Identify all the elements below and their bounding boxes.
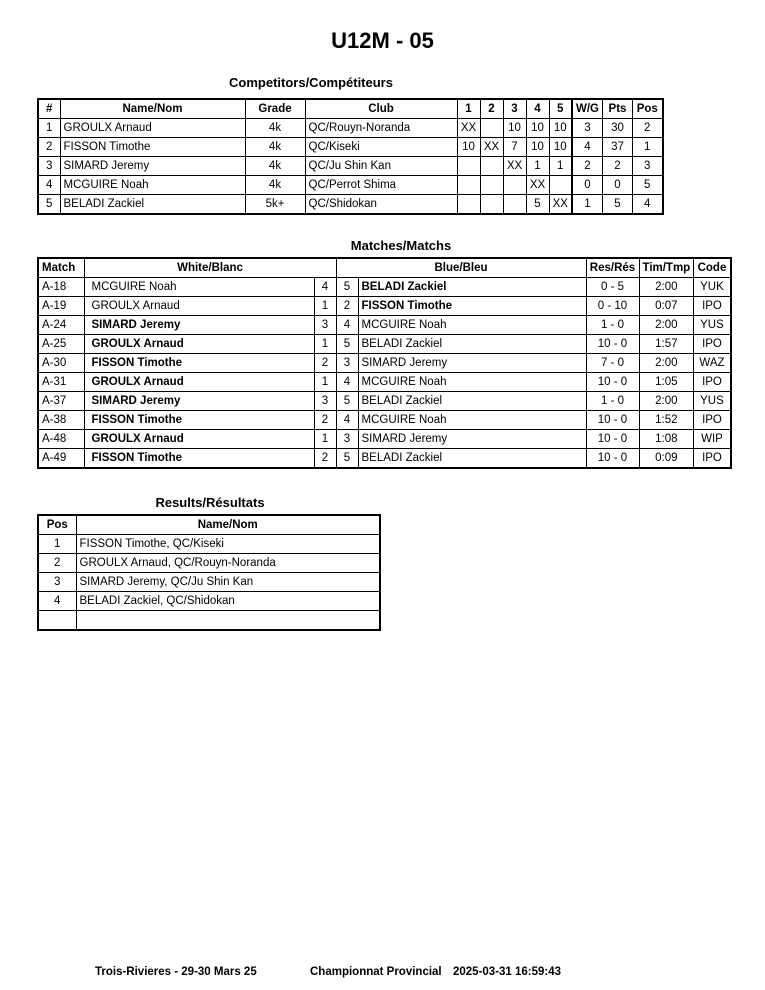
- blue-competitor: BELADI Zackiel: [358, 449, 586, 469]
- col-header-blue: Blue/Bleu: [336, 258, 586, 278]
- col-header-round-5: 5: [549, 99, 572, 119]
- footer-timestamp: 2025-03-31 16:59:43: [453, 966, 562, 978]
- match-time: 2:00: [639, 392, 694, 411]
- competitor-score-r5: 10: [549, 138, 572, 157]
- competitor-name: MCGUIRE Noah: [60, 176, 245, 195]
- competitor-score-r1: 10: [457, 138, 480, 157]
- white-number: 1: [314, 335, 336, 354]
- competitor-score-r4: 5: [526, 195, 549, 215]
- col-header-result: Res/Rés: [586, 258, 639, 278]
- result-name: [76, 611, 380, 631]
- competitor-score-r2: [480, 157, 503, 176]
- col-header-pos: Pos: [633, 99, 663, 119]
- match-result: 10 - 0: [586, 373, 639, 392]
- competitor-name: SIMARD Jeremy: [60, 157, 245, 176]
- competitor-row: [38, 157, 663, 176]
- blue-number: 5: [336, 335, 358, 354]
- col-header-name: Name/Nom: [76, 515, 380, 535]
- match-code: IPO: [694, 297, 731, 316]
- competitor-club: QC/Perrot Shima: [305, 176, 457, 195]
- blue-number: 5: [336, 392, 358, 411]
- match-result: 1 - 0: [586, 392, 639, 411]
- competitor-score-r2: [480, 195, 503, 215]
- matches-header-row: [38, 258, 731, 278]
- competitor-score-r4: 1: [526, 157, 549, 176]
- competitor-points: 30: [603, 119, 633, 138]
- result-row: [38, 535, 380, 554]
- match-row: [38, 335, 731, 354]
- blue-competitor: BELADI Zackiel: [358, 278, 586, 297]
- competitor-score-r2: XX: [480, 138, 503, 157]
- footer-event: Championnat Provincial: [310, 966, 442, 978]
- white-competitor: SIMARD Jeremy: [84, 316, 314, 335]
- match-result: 7 - 0: [586, 354, 639, 373]
- match-time: 0:07: [639, 297, 694, 316]
- competitor-number: 3: [38, 157, 60, 176]
- match-row: [38, 430, 731, 449]
- col-header-grade: Grade: [245, 99, 305, 119]
- match-code: IPO: [694, 373, 731, 392]
- blue-number: 3: [336, 430, 358, 449]
- col-header-round-3: 3: [503, 99, 526, 119]
- competitor-wins: 0: [572, 176, 603, 195]
- competitor-position: 1: [633, 138, 663, 157]
- competitor-score-r3: [503, 176, 526, 195]
- result-position: 1: [38, 535, 76, 554]
- competitor-name: FISSON Timothe: [60, 138, 245, 157]
- result-position: 2: [38, 554, 76, 573]
- competitor-wins: 4: [572, 138, 603, 157]
- white-number: 4: [314, 278, 336, 297]
- competitor-wins: 2: [572, 157, 603, 176]
- competitors-header-row: [38, 99, 663, 119]
- blue-competitor: SIMARD Jeremy: [358, 354, 586, 373]
- match-id: A-24: [38, 316, 84, 335]
- competitor-number: 2: [38, 138, 60, 157]
- competitor-number: 5: [38, 195, 60, 215]
- blue-competitor: FISSON Timothe: [358, 297, 586, 316]
- competitor-score-r1: [457, 195, 480, 215]
- blue-number: 5: [336, 449, 358, 469]
- col-header-name: Name/Nom: [60, 99, 245, 119]
- competitor-grade: 5k+: [245, 195, 305, 215]
- blue-number: 2: [336, 297, 358, 316]
- white-number: 3: [314, 392, 336, 411]
- competitor-score-r5: 1: [549, 157, 572, 176]
- competitor-points: 0: [603, 176, 633, 195]
- col-header-club: Club: [305, 99, 457, 119]
- blue-competitor: BELADI Zackiel: [358, 392, 586, 411]
- match-time: 1:57: [639, 335, 694, 354]
- white-number: 3: [314, 316, 336, 335]
- match-row: [38, 278, 731, 297]
- competitor-grade: 4k: [245, 138, 305, 157]
- result-name: BELADI Zackiel, QC/Shidokan: [76, 592, 380, 611]
- results-header-row: [38, 515, 380, 535]
- match-time: 1:52: [639, 411, 694, 430]
- white-number: 2: [314, 354, 336, 373]
- competitor-position: 2: [633, 119, 663, 138]
- competitor-wins: 3: [572, 119, 603, 138]
- matches-section-title: Matches/Matchs: [350, 238, 452, 253]
- white-competitor: GROULX Arnaud: [84, 373, 314, 392]
- competitor-score-r3: 7: [503, 138, 526, 157]
- competitor-row: [38, 195, 663, 215]
- col-header-time: Tim/Tmp: [639, 258, 694, 278]
- white-competitor: GROULX Arnaud: [84, 335, 314, 354]
- competitor-wins: 1: [572, 195, 603, 215]
- match-id: A-38: [38, 411, 84, 430]
- competitor-club: QC/Shidokan: [305, 195, 457, 215]
- white-number: 2: [314, 449, 336, 469]
- white-competitor: MCGUIRE Noah: [84, 278, 314, 297]
- match-row: [38, 411, 731, 430]
- competitor-row: [38, 176, 663, 195]
- match-time: 2:00: [639, 354, 694, 373]
- match-code: WAZ: [694, 354, 731, 373]
- competitor-grade: 4k: [245, 119, 305, 138]
- competitors-table: [37, 98, 664, 215]
- match-result: 10 - 0: [586, 449, 639, 469]
- match-id: A-30: [38, 354, 84, 373]
- result-position: 4: [38, 592, 76, 611]
- competitor-points: 37: [603, 138, 633, 157]
- competitor-row: [38, 119, 663, 138]
- competitor-number: 4: [38, 176, 60, 195]
- blue-number: 4: [336, 411, 358, 430]
- match-time: 0:09: [639, 449, 694, 469]
- match-code: YUS: [694, 316, 731, 335]
- competitor-score-r1: XX: [457, 119, 480, 138]
- col-header-white: White/Blanc: [84, 258, 336, 278]
- match-id: A-48: [38, 430, 84, 449]
- blue-number: 5: [336, 278, 358, 297]
- result-row: [38, 611, 380, 631]
- competitor-club: QC/Rouyn-Noranda: [305, 119, 457, 138]
- match-result: 10 - 0: [586, 430, 639, 449]
- results-section-title: Results/Résultats: [155, 495, 265, 510]
- result-name: FISSON Timothe, QC/Kiseki: [76, 535, 380, 554]
- col-header-round-2: 2: [480, 99, 503, 119]
- match-id: A-19: [38, 297, 84, 316]
- blue-competitor: SIMARD Jeremy: [358, 430, 586, 449]
- match-row: [38, 449, 731, 469]
- col-header-pos: Pos: [38, 515, 76, 535]
- col-header-num: #: [38, 99, 60, 119]
- blue-number: 3: [336, 354, 358, 373]
- result-row: [38, 554, 380, 573]
- competitor-score-r4: XX: [526, 176, 549, 195]
- col-header-round-1: 1: [457, 99, 480, 119]
- competitor-score-r4: 10: [526, 138, 549, 157]
- match-result: 0 - 10: [586, 297, 639, 316]
- match-id: A-18: [38, 278, 84, 297]
- competitor-position: 3: [633, 157, 663, 176]
- match-result: 0 - 5: [586, 278, 639, 297]
- white-competitor: SIMARD Jeremy: [84, 392, 314, 411]
- match-result: 10 - 0: [586, 411, 639, 430]
- match-result: 10 - 0: [586, 335, 639, 354]
- competitor-score-r2: [480, 176, 503, 195]
- result-name: SIMARD Jeremy, QC/Ju Shin Kan: [76, 573, 380, 592]
- blue-number: 4: [336, 373, 358, 392]
- match-code: IPO: [694, 335, 731, 354]
- col-header-pts: Pts: [603, 99, 633, 119]
- results-table: [37, 514, 381, 631]
- col-header-match: Match: [38, 258, 84, 278]
- match-time: 1:05: [639, 373, 694, 392]
- blue-competitor: MCGUIRE Noah: [358, 373, 586, 392]
- match-row: [38, 297, 731, 316]
- white-number: 1: [314, 373, 336, 392]
- competitor-club: QC/Kiseki: [305, 138, 457, 157]
- match-code: YUS: [694, 392, 731, 411]
- result-position: 3: [38, 573, 76, 592]
- competitor-score-r1: [457, 157, 480, 176]
- competitor-grade: 4k: [245, 157, 305, 176]
- match-code: YUK: [694, 278, 731, 297]
- match-id: A-31: [38, 373, 84, 392]
- white-number: 1: [314, 430, 336, 449]
- blue-number: 4: [336, 316, 358, 335]
- white-competitor: FISSON Timothe: [84, 411, 314, 430]
- match-id: A-49: [38, 449, 84, 469]
- footer-location: Trois-Rivieres - 29-30 Mars 25: [95, 966, 257, 978]
- match-id: A-25: [38, 335, 84, 354]
- col-header-code: Code: [694, 258, 731, 278]
- white-competitor: FISSON Timothe: [84, 449, 314, 469]
- white-number: 2: [314, 411, 336, 430]
- white-competitor: GROULX Arnaud: [84, 430, 314, 449]
- match-row: [38, 354, 731, 373]
- match-row: [38, 373, 731, 392]
- match-code: IPO: [694, 449, 731, 469]
- competitor-score-r5: [549, 176, 572, 195]
- competitor-score-r1: [457, 176, 480, 195]
- competitor-score-r3: 10: [503, 119, 526, 138]
- match-code: IPO: [694, 411, 731, 430]
- match-time: 2:00: [639, 316, 694, 335]
- match-row: [38, 316, 731, 335]
- competitor-name: GROULX Arnaud: [60, 119, 245, 138]
- col-header-round-4: 4: [526, 99, 549, 119]
- result-name: GROULX Arnaud, QC/Rouyn-Noranda: [76, 554, 380, 573]
- white-number: 1: [314, 297, 336, 316]
- match-id: A-37: [38, 392, 84, 411]
- match-row: [38, 392, 731, 411]
- matches-table: [37, 257, 732, 469]
- match-time: 2:00: [639, 278, 694, 297]
- competitor-position: 5: [633, 176, 663, 195]
- competitors-section-title: Competitors/Compétiteurs: [229, 75, 393, 90]
- match-result: 1 - 0: [586, 316, 639, 335]
- blue-competitor: BELADI Zackiel: [358, 335, 586, 354]
- competitor-points: 2: [603, 157, 633, 176]
- blue-competitor: MCGUIRE Noah: [358, 316, 586, 335]
- result-row: [38, 573, 380, 592]
- competitor-score-r3: XX: [503, 157, 526, 176]
- competitor-score-r5: XX: [549, 195, 572, 215]
- result-position: [38, 611, 76, 631]
- competitor-score-r2: [480, 119, 503, 138]
- white-competitor: GROULX Arnaud: [84, 297, 314, 316]
- white-competitor: FISSON Timothe: [84, 354, 314, 373]
- competitor-score-r3: [503, 195, 526, 215]
- match-time: 1:08: [639, 430, 694, 449]
- competitor-score-r5: 10: [549, 119, 572, 138]
- competitor-club: QC/Ju Shin Kan: [305, 157, 457, 176]
- competitor-grade: 4k: [245, 176, 305, 195]
- page-title: U12M - 05: [331, 28, 434, 53]
- competitor-number: 1: [38, 119, 60, 138]
- competitor-position: 4: [633, 195, 663, 215]
- col-header-wg: W/G: [572, 99, 603, 119]
- competitor-name: BELADI Zackiel: [60, 195, 245, 215]
- competitor-score-r4: 10: [526, 119, 549, 138]
- result-row: [38, 592, 380, 611]
- match-code: WIP: [694, 430, 731, 449]
- competitor-points: 5: [603, 195, 633, 215]
- competitor-row: [38, 138, 663, 157]
- blue-competitor: MCGUIRE Noah: [358, 411, 586, 430]
